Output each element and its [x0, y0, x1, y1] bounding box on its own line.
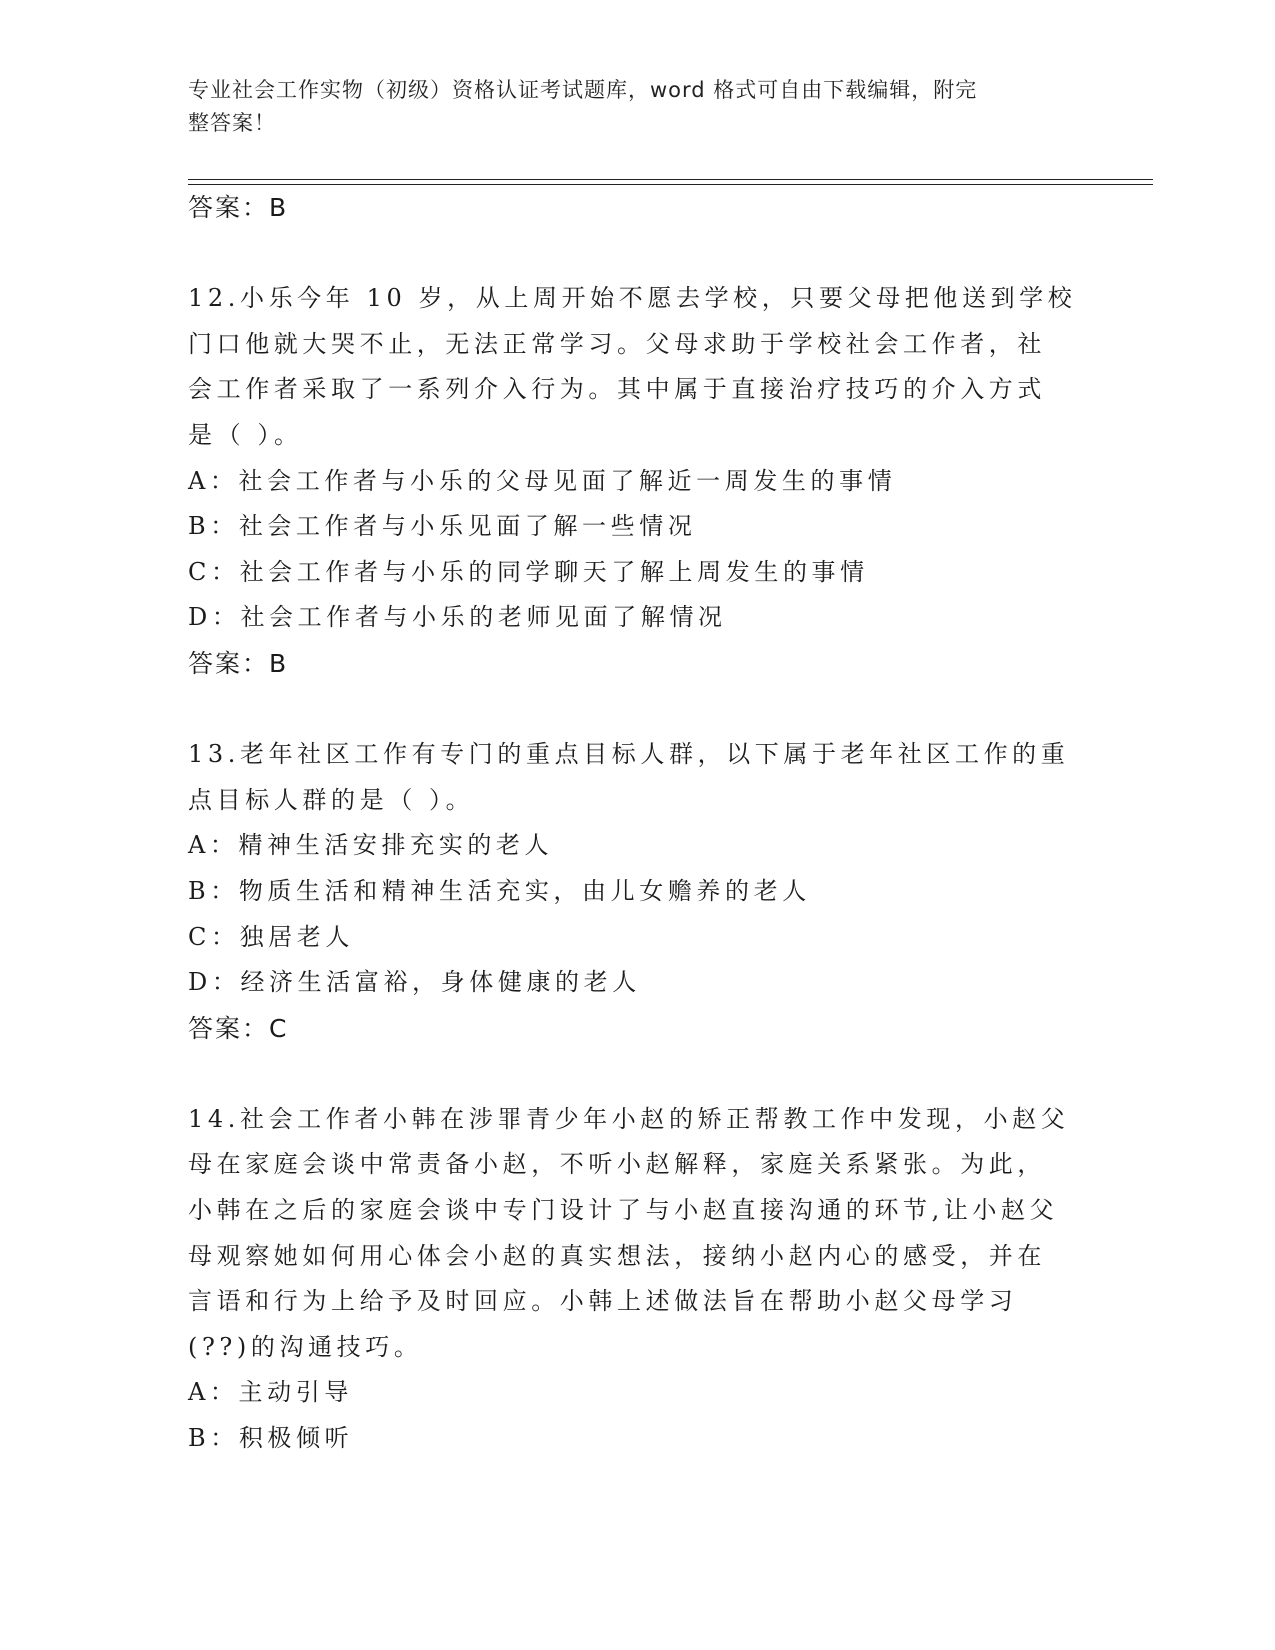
question-stem-line: 门口他就大哭不止，无法正常学习。父母求助于学校社会工作者，社	[188, 329, 1046, 358]
question-stem-line: 母观察她如何用心体会小赵的真实想法，接纳小赵内心的感受，并在	[188, 1241, 1046, 1270]
question-stem-line: (??)的沟通技巧。	[188, 1332, 423, 1361]
spacer	[188, 231, 1188, 277]
spacer	[188, 687, 1188, 733]
option-d: D：社会工作者与小乐的老师见面了解情况	[188, 603, 727, 632]
question-stem-line: 14.社会工作者小韩在涉罪青少年小赵的矫正帮教工作中发现，小赵父	[188, 1104, 1070, 1133]
header-line: 整答案！	[188, 111, 276, 135]
question-block	[188, 1097, 1188, 1462]
spacer	[188, 1051, 1188, 1097]
option-a: A：主动引导	[188, 1378, 353, 1407]
question-stem-line: 是（ ）。	[188, 420, 303, 449]
question-block	[188, 276, 1188, 686]
option-d: D：经济生活富裕，身体健康的老人	[188, 968, 641, 997]
question-stem-line: 点目标人群的是（ ）。	[188, 785, 475, 814]
answer-line: 答案：B	[188, 193, 289, 222]
header-line: 专业社会工作实物（初级）资格认证考试题库，word 格式可自由下载编辑，附完	[188, 78, 978, 102]
option-c: C：独居老人	[188, 922, 354, 951]
option-a: A：社会工作者与小乐的父母见面了解近一周发生的事情	[188, 466, 897, 495]
question-stem-line: 13.老年社区工作有专门的重点目标人群，以下属于老年社区工作的重	[188, 740, 1070, 769]
question-stem-line: 会工作者采取了一系列介入行为。其中属于直接治疗技巧的介入方式	[188, 375, 1046, 404]
answer-line: 答案：B	[188, 648, 289, 678]
option-c: C：社会工作者与小乐的同学聊天了解上周发生的事情	[188, 557, 869, 586]
question-stem-line: 母在家庭会谈中常责备小赵，不听小赵解释，家庭关系紧张。为此，	[188, 1150, 1046, 1179]
option-b: B：物质生活和精神生活充实，由儿女赡养的老人	[188, 876, 811, 905]
question-stem-line: 小韩在之后的家庭会谈中专门设计了与小赵直接沟通的环节,让小赵父	[188, 1196, 1059, 1225]
option-b: B：积极倾听	[188, 1424, 354, 1453]
answer-line: 答案：C	[188, 1013, 289, 1043]
option-a: A：精神生活安排充实的老人	[188, 831, 554, 860]
question-block	[188, 732, 1188, 1051]
question-stem-line: 12.小乐今年 10 岁，从上周开始不愿去学校，只要父母把他送到学校	[188, 284, 1077, 313]
question-stem-line: 言语和行为上给予及时回应。小韩上述做法旨在帮助小赵父母学习	[188, 1287, 1018, 1316]
page-header	[188, 74, 1088, 140]
header-rule-top	[188, 179, 1153, 180]
question-list	[188, 185, 1188, 1462]
option-b: B：社会工作者与小乐见面了解一些情况	[188, 512, 697, 541]
